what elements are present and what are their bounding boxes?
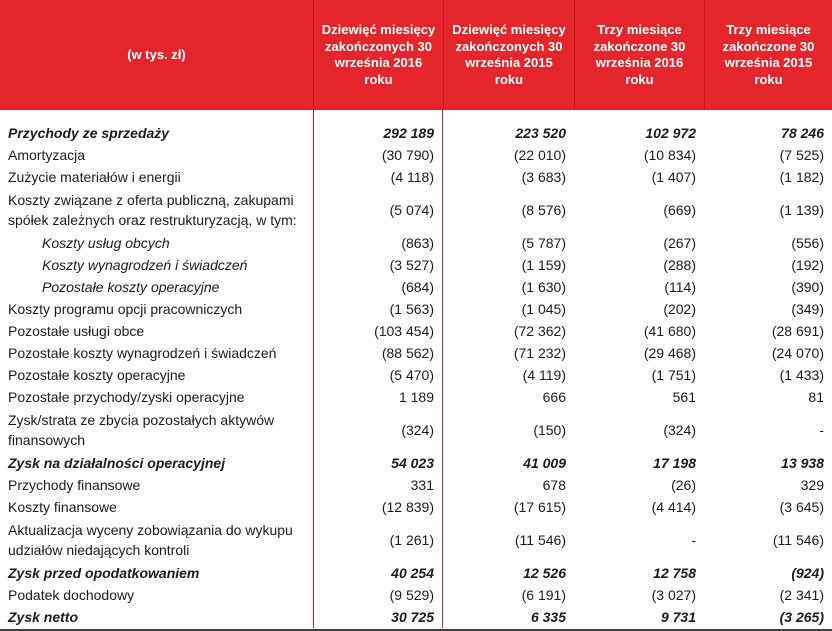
row-value: (1 045) <box>521 301 566 317</box>
row-value: 9 731 <box>660 609 696 625</box>
row-value: (1 261) <box>313 518 443 562</box>
row-value: (684) <box>313 276 443 298</box>
row-value: (6 191) <box>521 587 566 603</box>
row-value: (88 562) <box>313 342 443 364</box>
row-label: Pozostałe koszty operacyjne <box>42 279 220 295</box>
row-value: 13 938 <box>781 455 824 471</box>
row-value: (863) <box>313 232 443 254</box>
row-value: (267) <box>663 235 696 251</box>
row-label: Aktualizacja wyceny zobowiązania do wykupu udziałów niedających kontroli <box>8 522 293 558</box>
row-value: (1 407) <box>651 169 696 185</box>
table-row <box>0 408 832 452</box>
table-row <box>0 518 832 562</box>
row-value: (29 468) <box>643 345 696 361</box>
row-value: (26) <box>671 477 696 493</box>
row-value: 329 <box>800 477 824 493</box>
row-label: Koszty związane z oferta publiczną, zakupami spółek zależnych oraz restrukturyzacją, w tym: <box>8 192 297 228</box>
row-value: (324) <box>663 422 696 438</box>
row-label: Pozostałe koszty wynagrodzeń i świadczeń <box>8 345 277 361</box>
row-value: 102 972 <box>645 125 696 141</box>
table-row <box>0 496 832 518</box>
row-value: (24 070) <box>771 345 824 361</box>
table-row <box>0 166 832 188</box>
row-value: (390) <box>791 279 824 295</box>
row-value: (9 529) <box>313 584 443 606</box>
row-value: 1 189 <box>313 386 443 408</box>
row-value: (11 546) <box>772 532 824 548</box>
row-value: (4 414) <box>651 499 696 515</box>
row-value: (1 630) <box>521 279 566 295</box>
column-header-3m-2016: Trzy miesiące zakończone 30 września 2016 roku <box>574 0 704 110</box>
row-value: (5 074) <box>313 188 443 232</box>
row-value: (4 119) <box>522 367 566 383</box>
row-value: 678 <box>542 477 566 493</box>
row-label: Przychody finansowe <box>8 477 141 493</box>
row-value: 54 023 <box>313 452 443 474</box>
row-value: (3 027) <box>651 587 696 603</box>
table-row <box>0 298 832 320</box>
table-body <box>0 110 832 629</box>
column-header-9m-2016: Dziewięć miesięcy zakończonych 30 września 2016 roku <box>313 0 443 110</box>
table-row <box>0 144 832 166</box>
row-value: (556) <box>791 235 824 251</box>
row-value: (202) <box>663 301 696 317</box>
row-value: (7 525) <box>779 147 824 163</box>
row-value: (3 683) <box>521 169 566 185</box>
row-value: (3 645) <box>779 499 824 515</box>
row-label: Pozostałe przychody/zyski operacyjne <box>8 389 245 405</box>
row-value: 12 526 <box>523 565 566 581</box>
row-value: (1 433) <box>779 367 824 383</box>
row-value: (30 790) <box>313 144 443 166</box>
row-value: 292 189 <box>313 110 443 144</box>
row-value: (192) <box>791 257 824 273</box>
row-value: - <box>691 532 696 548</box>
row-label: Koszty usług obcych <box>42 235 170 251</box>
table-header-row <box>0 0 832 110</box>
table-row <box>0 584 832 606</box>
row-label: Zysk przed opodatkowaniem <box>8 565 200 581</box>
row-value: (1 139) <box>779 202 824 218</box>
table-row <box>0 606 832 628</box>
row-value: (22 010) <box>513 147 566 163</box>
table-row <box>0 386 832 408</box>
row-label: Zysk na działalności operacyjnej <box>8 455 226 471</box>
row-label: Koszty programu opcji pracowniczych <box>8 301 243 317</box>
unit-label-header: (w tys. zł) <box>127 46 186 62</box>
row-value: (71 232) <box>513 345 566 361</box>
row-label: Przychody ze sprzedaży <box>8 125 170 141</box>
row-value: 6 335 <box>530 609 566 625</box>
table-row <box>0 320 832 342</box>
row-value: (17 615) <box>513 499 566 515</box>
row-value: (3 265) <box>779 609 824 625</box>
row-value: 223 520 <box>515 125 566 141</box>
table-row <box>0 254 832 276</box>
column-header-9m-2015: Dziewięć miesięcy zakończonych 30 września 2015 roku <box>443 0 574 110</box>
row-value: (103 454) <box>313 320 443 342</box>
row-value: (72 362) <box>513 323 566 339</box>
table-row <box>0 276 832 298</box>
row-value: 41 009 <box>523 455 566 471</box>
row-value: 17 198 <box>653 455 696 471</box>
table-row <box>0 474 832 496</box>
row-label: Podatek dochodowy <box>8 587 135 603</box>
row-value: (1 159) <box>521 257 566 273</box>
row-label: Zużycie materiałów i energii <box>8 169 181 185</box>
row-value: (1 182) <box>779 169 824 185</box>
table-row <box>0 452 832 474</box>
row-value: 666 <box>542 389 566 405</box>
row-label: Pozostałe usługi obce <box>8 323 145 339</box>
row-value: 12 758 <box>653 565 696 581</box>
row-value: (12 839) <box>313 496 443 518</box>
row-value: (41 680) <box>643 323 696 339</box>
row-value: 331 <box>313 474 443 496</box>
table-row <box>0 364 832 386</box>
row-label: Amortyzacja <box>8 147 86 163</box>
row-value: (2 341) <box>779 587 824 603</box>
row-value: 81 <box>808 389 824 405</box>
row-value: (4 118) <box>313 166 443 188</box>
row-value: 561 <box>672 389 696 405</box>
row-value: (669) <box>663 202 696 218</box>
row-value: (324) <box>313 408 443 452</box>
row-value: 78 246 <box>781 125 824 141</box>
row-label: Pozostałe koszty operacyjne <box>8 367 186 383</box>
row-value: (5 787) <box>521 235 566 251</box>
row-value: (11 546) <box>514 532 566 548</box>
row-value: (288) <box>663 257 696 273</box>
row-value: (3 527) <box>313 254 443 276</box>
row-value: (28 691) <box>771 323 824 339</box>
table-row <box>0 188 832 232</box>
row-value: (114) <box>664 279 696 295</box>
table-row <box>0 110 832 144</box>
row-value: 40 254 <box>313 562 443 584</box>
row-value: (1 751) <box>651 367 696 383</box>
row-value: (10 834) <box>643 147 696 163</box>
row-label: Zysk/strata ze zbycia pozostałych aktywów finansowych <box>8 412 275 448</box>
row-value: (5 470) <box>313 364 443 386</box>
row-label: Koszty wynagrodzeń i świadczeń <box>42 257 248 273</box>
row-value: (924) <box>791 565 824 581</box>
column-header-3m-2015: Trzy miesiące zakończone 30 września 2015 roku <box>704 0 832 110</box>
table-row <box>0 232 832 254</box>
row-value: (150) <box>533 422 566 438</box>
table-row <box>0 342 832 364</box>
row-value: (8 576) <box>521 202 566 218</box>
row-label: Zysk netto <box>8 609 79 625</box>
row-value: (349) <box>791 301 824 317</box>
row-value: (1 563) <box>313 298 443 320</box>
row-label: Koszty finansowe <box>8 499 117 515</box>
table-row <box>0 562 832 584</box>
row-value: - <box>819 422 824 438</box>
row-value: 30 725 <box>313 606 443 628</box>
